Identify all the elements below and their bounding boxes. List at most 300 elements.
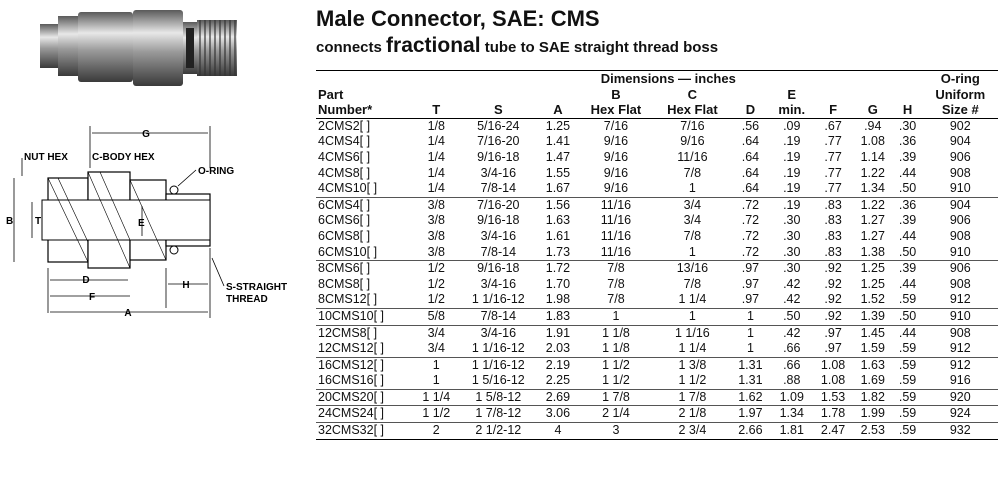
header-part: Part (318, 86, 344, 102)
cell-oring-size: 908 (949, 165, 971, 180)
cell-b-hex: 1 1/2 (578, 357, 654, 373)
cell-g: 2.53 (853, 423, 893, 440)
cell-part-number: 24CMS24[ ] (316, 406, 414, 423)
cell-e-min: 1.09 (770, 389, 813, 406)
cell-a: 4 (538, 423, 578, 440)
table-row (316, 373, 998, 389)
cell-oring-size: 902 (949, 118, 971, 133)
cell-a: 1.55 (545, 165, 571, 180)
cell-f: 1.53 (813, 389, 853, 406)
cell-h: .50 (893, 308, 923, 325)
cell-b-hex: 7/8 (607, 276, 625, 291)
cell-h: .36 (893, 197, 923, 213)
cell-g: 1.25 (853, 261, 893, 277)
label-body-hex: C-BODY HEX (92, 152, 155, 163)
cell-s: 9/16-18 (477, 149, 520, 164)
table-row (316, 357, 998, 373)
cell-part-number: 8CMS6[ ] (316, 261, 414, 277)
cross-section-diagram (0, 118, 312, 328)
cell-f: .97 (824, 341, 842, 356)
cell-d: 1 (731, 325, 771, 341)
cell-b-hex: 11/16 (600, 213, 632, 228)
cell-s: 3/4-16 (480, 228, 517, 243)
cell-t: 1/4 (427, 134, 445, 149)
header-d: D (731, 102, 771, 118)
header-uniform: Uniform (935, 86, 986, 102)
table-row (316, 118, 998, 134)
label-t: T (35, 216, 42, 227)
cell-oring-size: 912 (949, 341, 971, 356)
cell-f: 1.78 (813, 406, 853, 423)
cell-part-number: 12CMS12[ ] (318, 341, 385, 356)
cell-g: 1.45 (853, 325, 893, 341)
table-row (316, 229, 998, 245)
cell-part-number: 6CMS4[ ] (316, 197, 414, 213)
cell-oring-size: 910 (949, 181, 971, 196)
page-title: Male Connector, SAE: CMS (316, 6, 600, 31)
cell-f: .77 (824, 181, 842, 196)
cell-e-min: .19 (783, 149, 801, 164)
table-row (316, 292, 998, 308)
cell-h: .50 (898, 244, 917, 259)
cell-t: 5/8 (414, 308, 459, 325)
cell-e-min: 1.81 (770, 423, 813, 440)
cell-d: .72 (741, 244, 760, 259)
table-row (316, 341, 998, 357)
cell-g: 1.39 (853, 308, 893, 325)
cell-b-hex: 9/16 (603, 134, 629, 149)
cell-f: .67 (824, 118, 842, 133)
cell-g: 1.59 (860, 341, 885, 356)
cell-d: .64 (741, 165, 760, 180)
cell-oring-size: 908 (949, 228, 971, 243)
cell-e-min: .50 (770, 308, 813, 325)
cell-e-min: .42 (783, 292, 801, 307)
cell-part-number: 20CMS20[ ] (316, 389, 414, 406)
cell-t: 1 1/4 (414, 389, 459, 406)
cell-s: 3/4-16 (480, 165, 517, 180)
cell-g: 1.14 (860, 149, 885, 164)
cell-b-hex: 1 1/2 (602, 373, 630, 388)
cell-oring-size: 912 (949, 292, 971, 307)
cell-c-hex: 2 1/8 (654, 406, 730, 423)
cell-c-hex: 1 (654, 308, 730, 325)
cell-h: .44 (893, 325, 923, 341)
cell-c-hex: 7/8 (683, 165, 702, 180)
cell-b-hex: 1 7/8 (578, 389, 654, 406)
header-b-hex: Hex Flat (578, 102, 654, 118)
cell-part-number: 4CMS6[ ] (318, 149, 371, 164)
cell-t: 1/8 (427, 118, 445, 133)
cell-s: 7/8-14 (480, 181, 517, 196)
table-row (316, 423, 998, 440)
cell-g: .94 (864, 118, 882, 133)
cell-t: 1 1/2 (414, 406, 459, 423)
cell-f: .92 (813, 308, 853, 325)
cell-t: 1/2 (427, 276, 445, 291)
cell-a: 1.83 (538, 308, 578, 325)
cell-e-min: .30 (783, 244, 801, 259)
cell-a: 1.73 (545, 244, 571, 259)
cell-a: 1.98 (545, 292, 571, 307)
cell-part-number: 10CMS10[ ] (316, 308, 414, 325)
cell-part-number: 4CMS10[ ] (318, 181, 378, 196)
cell-f: .97 (813, 325, 853, 341)
cell-f: .77 (824, 149, 842, 164)
cell-c-hex: 11/16 (677, 149, 708, 164)
cell-oring-size: 908 (923, 325, 998, 341)
cell-part-number: 16CMS12[ ] (316, 357, 414, 373)
label-nut-hex: NUT HEX (24, 152, 68, 163)
cell-f: .92 (824, 292, 842, 307)
cell-b-hex: 3 (578, 423, 654, 440)
cell-b-hex: 1 (578, 308, 654, 325)
cell-e-min: .19 (783, 134, 801, 149)
cell-t: 3/8 (427, 213, 445, 228)
cell-f: .83 (824, 244, 842, 259)
cell-h: .44 (898, 228, 917, 243)
cell-c-hex: 7/16 (680, 118, 705, 133)
cell-s: 7/8-14 (459, 308, 539, 325)
table-row (316, 134, 998, 150)
cell-oring-size: 912 (923, 357, 998, 373)
cell-a: 1.63 (545, 213, 571, 228)
cell-h: .59 (898, 373, 917, 388)
subtitle-post: tube to SAE straight thread boss (484, 39, 719, 56)
cell-f: .77 (824, 165, 842, 180)
cell-h: .30 (898, 118, 917, 133)
header-f: F (813, 102, 853, 118)
cell-t: 3/8 (427, 244, 445, 259)
cell-e-min: 1.34 (770, 406, 813, 423)
cell-t: 2 (414, 423, 459, 440)
cell-e-min: .88 (783, 373, 801, 388)
dimensions-table (316, 70, 998, 440)
cell-oring-size: 908 (949, 276, 971, 291)
table-row (316, 150, 998, 166)
cell-g: 1.25 (860, 276, 885, 291)
cell-t: 3/4 (427, 341, 445, 356)
cell-a: 3.06 (538, 406, 578, 423)
cell-s: 5/16-24 (477, 118, 520, 133)
cell-t: 1 (414, 357, 459, 373)
header-b: B (611, 86, 621, 102)
cell-a: 1.91 (538, 325, 578, 341)
cell-g: 1.63 (853, 357, 893, 373)
cell-e-min: .30 (783, 213, 801, 228)
table-row (316, 166, 998, 182)
page-subtitle (316, 34, 718, 58)
cell-c-hex: 1 (688, 181, 696, 196)
cell-s: 7/16-20 (477, 134, 520, 149)
cell-s: 7/8-14 (480, 244, 517, 259)
subtitle-pre: connects (316, 39, 382, 56)
cell-oring-size: 906 (949, 149, 971, 164)
cell-t: 3/8 (427, 228, 445, 243)
cell-d: .97 (731, 261, 771, 277)
cell-g: 1.52 (860, 292, 885, 307)
cell-g: 1.27 (860, 213, 885, 228)
cell-e-min: .09 (783, 118, 801, 133)
cell-c-hex: 1 1/4 (678, 292, 707, 307)
cell-h: .59 (893, 389, 923, 406)
cell-d: .56 (741, 118, 760, 133)
cell-s: 1 1/16-12 (471, 292, 525, 307)
cell-e-min: .19 (770, 197, 813, 213)
cell-c-hex: 13/16 (654, 261, 730, 277)
label-s-straight: S-STRAIGHT (226, 282, 288, 293)
cell-d: .64 (741, 181, 760, 196)
label-e: E (138, 218, 145, 229)
cell-b-hex: 11/16 (600, 244, 632, 259)
cell-t: 1/2 (414, 261, 459, 277)
cell-d: 1.62 (731, 389, 771, 406)
cell-b-hex: 11/16 (600, 228, 632, 243)
cell-b-hex: 9/16 (603, 165, 629, 180)
cell-t: 1/4 (427, 149, 445, 164)
cell-s: 1 1/16-12 (459, 357, 539, 373)
cell-h: .50 (898, 181, 917, 196)
cell-f: .83 (813, 197, 853, 213)
cell-s: 3/4-16 (480, 276, 517, 291)
cell-oring-size: 906 (949, 213, 971, 228)
cell-h: .36 (898, 134, 917, 149)
cell-b-hex: 11/16 (578, 197, 654, 213)
cell-c-hex: 1 (688, 244, 696, 259)
header-oring: O-ring (923, 71, 998, 87)
cell-c-hex: 9/16 (680, 134, 705, 149)
cell-d: 1.97 (731, 406, 771, 423)
cell-s: 9/16-18 (459, 261, 539, 277)
cell-a: 1.72 (538, 261, 578, 277)
cell-f: 2.47 (813, 423, 853, 440)
label-g: G (142, 129, 150, 140)
cell-t: 1 (432, 373, 440, 388)
header-a: A (538, 102, 578, 118)
cell-t: 1/4 (427, 181, 445, 196)
header-c: C (687, 86, 698, 102)
cell-g: 1.38 (860, 244, 885, 259)
table-row (316, 245, 998, 261)
cell-c-hex: 3/4 (683, 213, 702, 228)
cell-h: .39 (898, 213, 917, 228)
cell-c-hex: 1 7/8 (654, 389, 730, 406)
table-row (316, 389, 998, 406)
label-d: D (82, 275, 90, 286)
label-a: A (124, 308, 132, 319)
header-dimensions: Dimensions — inches (414, 71, 923, 87)
cell-b-hex: 9/16 (603, 181, 629, 196)
cell-a: 1.25 (545, 118, 571, 133)
cell-b-hex: 1 1/8 (602, 341, 630, 356)
label-h: H (182, 280, 190, 291)
cell-e-min: .42 (783, 276, 801, 291)
cell-a: 1.70 (545, 276, 571, 291)
cell-d: 1 (731, 308, 771, 325)
cell-t: 1/2 (427, 292, 445, 307)
cell-oring-size: 906 (923, 261, 998, 277)
header-number: Number* (316, 102, 414, 118)
cell-c-hex: 1 1/4 (678, 341, 707, 356)
cell-part-number: 2CMS2[ ] (318, 118, 371, 133)
cell-t: 3/4 (414, 325, 459, 341)
cell-part-number: 8CMS8[ ] (318, 276, 371, 291)
cell-a: 1.41 (545, 134, 571, 149)
cell-s: 1 7/8-12 (459, 406, 539, 423)
cell-f: .77 (824, 134, 842, 149)
cell-a: 2.03 (545, 341, 571, 356)
cell-part-number: 4CMS8[ ] (318, 165, 371, 180)
cell-e-min: .66 (783, 341, 801, 356)
table-row (316, 406, 998, 423)
cell-h: .39 (898, 149, 917, 164)
cell-c-hex: 1 3/8 (654, 357, 730, 373)
cell-g: 1.22 (860, 165, 885, 180)
label-thread: THREAD (226, 294, 268, 305)
cell-c-hex: 7/8 (683, 276, 702, 291)
cell-d: .72 (731, 197, 771, 213)
cell-g: 1.27 (860, 228, 885, 243)
cell-a: 1.47 (545, 149, 571, 164)
cell-d: .72 (741, 228, 760, 243)
header-e-min: min. (770, 102, 813, 118)
cell-t: 3/8 (414, 197, 459, 213)
cell-part-number: 32CMS32[ ] (316, 423, 414, 440)
cell-part-number: 8CMS12[ ] (318, 292, 378, 307)
cell-c-hex: 2 3/4 (654, 423, 730, 440)
cell-d: .97 (741, 292, 760, 307)
cell-h: .59 (893, 423, 923, 440)
cell-oring-size: 916 (949, 373, 971, 388)
cell-e-min: .19 (783, 181, 801, 196)
cell-s: 1 5/16-12 (471, 373, 525, 388)
cell-c-hex: 1 1/2 (678, 373, 707, 388)
cell-f: .92 (824, 276, 842, 291)
cell-g: 1.82 (853, 389, 893, 406)
cell-s: 1 1/16-12 (471, 341, 525, 356)
cell-b-hex: 2 1/4 (578, 406, 654, 423)
cell-oring-size: 924 (923, 406, 998, 423)
cell-d: .72 (741, 213, 760, 228)
cell-s: 7/16-20 (459, 197, 539, 213)
header-t: T (414, 102, 459, 118)
header-size: Size # (923, 102, 998, 118)
cell-s: 1 5/8-12 (459, 389, 539, 406)
cell-part-number: 6CMS8[ ] (318, 228, 371, 243)
cell-a: 1.67 (545, 181, 571, 196)
cell-part-number: 4CMS4[ ] (318, 134, 371, 149)
cell-f: .92 (813, 261, 853, 277)
label-f: F (88, 292, 96, 303)
table-row (316, 261, 998, 277)
table-row (316, 308, 998, 325)
cell-part-number: 6CMS10[ ] (318, 244, 378, 259)
cell-f: 1.08 (813, 357, 853, 373)
cell-e-min: .19 (783, 165, 801, 180)
cell-c-hex: 7/8 (683, 228, 702, 243)
cell-f: .83 (824, 213, 842, 228)
cell-oring-size: 904 (923, 197, 998, 213)
cell-b-hex: 9/16 (603, 149, 629, 164)
cell-a: 1.61 (545, 228, 571, 243)
cell-part-number: 6CMS6[ ] (318, 213, 371, 228)
header-g: G (853, 102, 893, 118)
cell-e-min: .66 (770, 357, 813, 373)
cell-b-hex: 1 1/8 (578, 325, 654, 341)
cell-d: .64 (741, 134, 760, 149)
cell-h: .59 (893, 406, 923, 423)
cell-f: 1.08 (820, 373, 846, 388)
cell-part-number: 12CMS8[ ] (316, 325, 414, 341)
cell-b-hex: 7/8 (578, 261, 654, 277)
cell-h: .59 (898, 341, 917, 356)
table-row (316, 325, 998, 341)
cell-g: 1.22 (853, 197, 893, 213)
table-row (316, 197, 998, 213)
cell-h: .59 (893, 357, 923, 373)
cell-d: 1.31 (731, 357, 771, 373)
cell-b-hex: 7/16 (603, 118, 629, 133)
cell-d: .97 (741, 276, 760, 291)
cell-oring-size: 910 (923, 308, 998, 325)
cell-a: 1.56 (538, 197, 578, 213)
cell-e-min: .30 (783, 228, 801, 243)
cell-c-hex: 1 1/16 (654, 325, 730, 341)
label-o-ring: O-RING (198, 166, 235, 177)
cell-d: 1 (746, 341, 754, 356)
cell-d: 1.31 (738, 373, 763, 388)
cell-b-hex: 7/8 (607, 292, 625, 307)
cell-oring-size: 910 (949, 244, 971, 259)
cell-oring-size: 932 (923, 423, 998, 440)
cell-oring-size: 904 (949, 134, 971, 149)
cell-e-min: .30 (770, 261, 813, 277)
cell-c-hex: 3/4 (654, 197, 730, 213)
cell-h: .59 (898, 292, 917, 307)
cell-s: 2 1/2-12 (459, 423, 539, 440)
fitting-photo (40, 6, 250, 96)
cell-t: 1/4 (427, 165, 445, 180)
cell-a: 2.69 (538, 389, 578, 406)
cell-g: 1.99 (853, 406, 893, 423)
cell-d: 2.66 (731, 423, 771, 440)
header-h: H (893, 102, 923, 118)
table-row (316, 213, 998, 229)
subtitle-emph: fractional (386, 34, 481, 57)
label-b: B (6, 216, 14, 227)
cell-part-number: 16CMS16[ ] (318, 373, 385, 388)
cell-oring-size: 920 (923, 389, 998, 406)
header-s: S (459, 102, 539, 118)
table-row (316, 181, 998, 197)
cell-f: .83 (824, 228, 842, 243)
cell-g: 1.69 (860, 373, 885, 388)
cell-s: 3/4-16 (459, 325, 539, 341)
table-row (316, 277, 998, 293)
cell-e-min: .42 (770, 325, 813, 341)
cell-a: 2.19 (538, 357, 578, 373)
cell-g: 1.34 (860, 181, 885, 196)
cell-h: .39 (893, 261, 923, 277)
cell-s: 9/16-18 (477, 213, 520, 228)
cell-h: .44 (898, 276, 917, 291)
cell-a: 2.25 (545, 373, 571, 388)
header-c-hex: Hex Flat (654, 102, 730, 118)
header-e: E (787, 86, 797, 102)
cell-d: .64 (741, 149, 760, 164)
cell-h: .44 (898, 165, 917, 180)
cell-g: 1.08 (860, 134, 885, 149)
